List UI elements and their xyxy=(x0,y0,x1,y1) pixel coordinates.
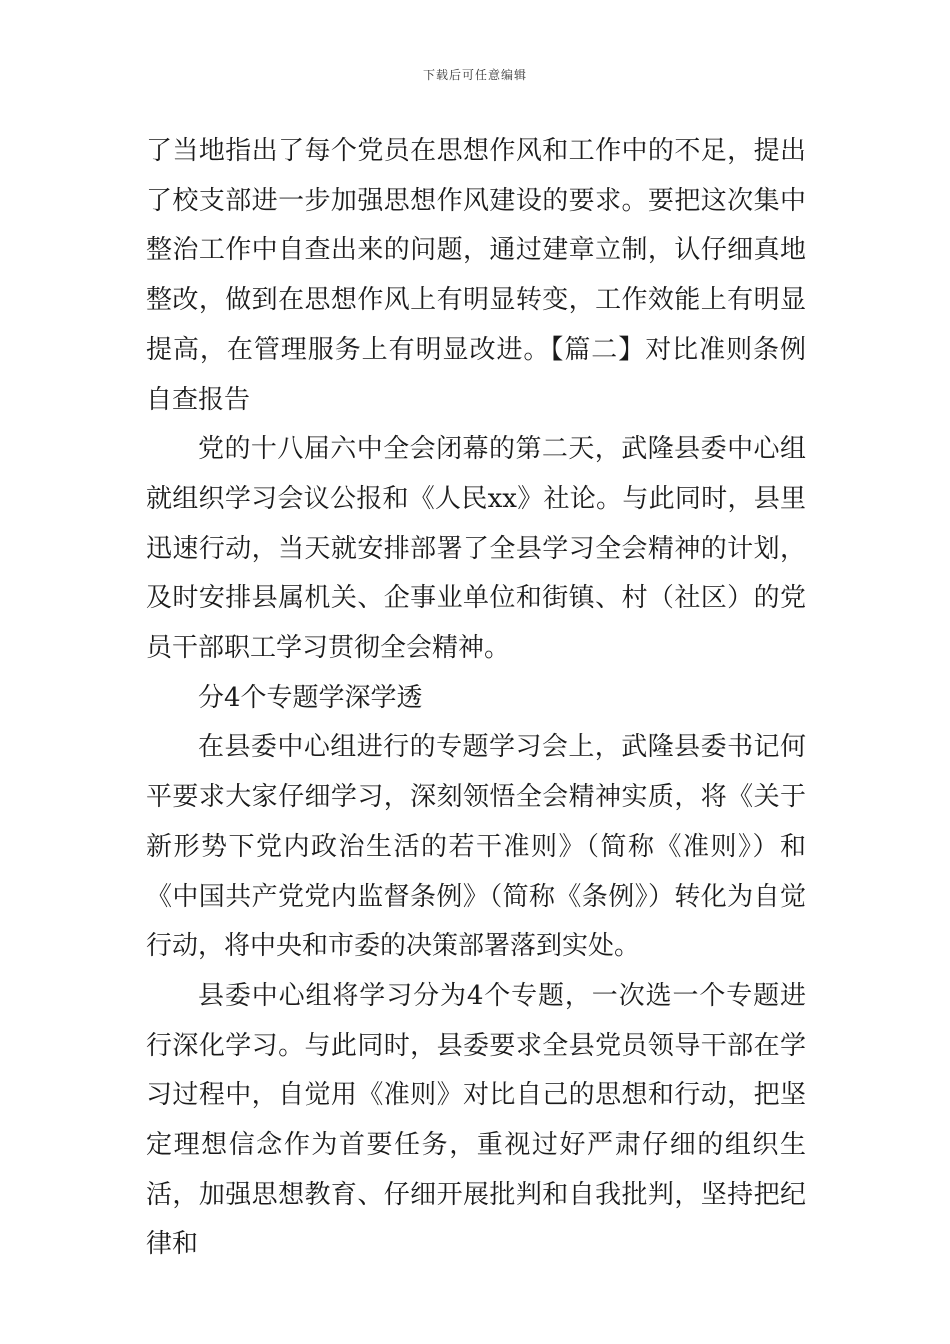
paragraph: 县委中心组将学习分为4个专题，一次选一个专题进行深化学习。与此同时，县委要求全县党员领导干部在学习过程中，自觉用《准则》对比自己的思想和行动，把坚定理想信念作为首要任务，重视过好严肃仔细的组织生活，加强思想教育、仔细开展批判和自我批判，坚持把纪律和 xyxy=(146,980,806,1260)
document-body xyxy=(146,127,806,1270)
paragraph: 分4个专题学深学透 xyxy=(198,682,423,713)
page-header: 下载后可任意编辑 xyxy=(422,68,527,82)
paragraph: 在县委中心组进行的专题学习会上，武隆县委书记何平要求大家仔细学习，深刻领悟全会精神实质，将《关于新形势下党内政治生活的若干准则》（简称《准则》）和《中国共产党党内监督条例》（简称《条例》）转化为自觉行动，将中央和市委的决策部署落到实处。 xyxy=(146,732,806,962)
paragraph: 了当地指出了每个党员在思想作风和工作中的不足，提出了校支部进一步加强思想作风建设的要求。要把这次集中整治工作中自查出来的问题，通过建章立制，认仔细真地整改，做到在思想作风上有明显转变，工作效能上有明显提高，在管理服务上有明显改进。【篇二】对比准则条例自查报告 xyxy=(146,136,806,415)
paragraph: 党的十八届六中全会闭幕的第二天，武隆县委中心组就组织学习会议公报和《人民xx》社论。与此同时，县里迅速行动，当天就安排部署了全县学习全会精神的计划，及时安排县属机关、企事业单位和街镇、村（社区）的党员干部职工学习贯彻全会精神。 xyxy=(146,434,806,664)
